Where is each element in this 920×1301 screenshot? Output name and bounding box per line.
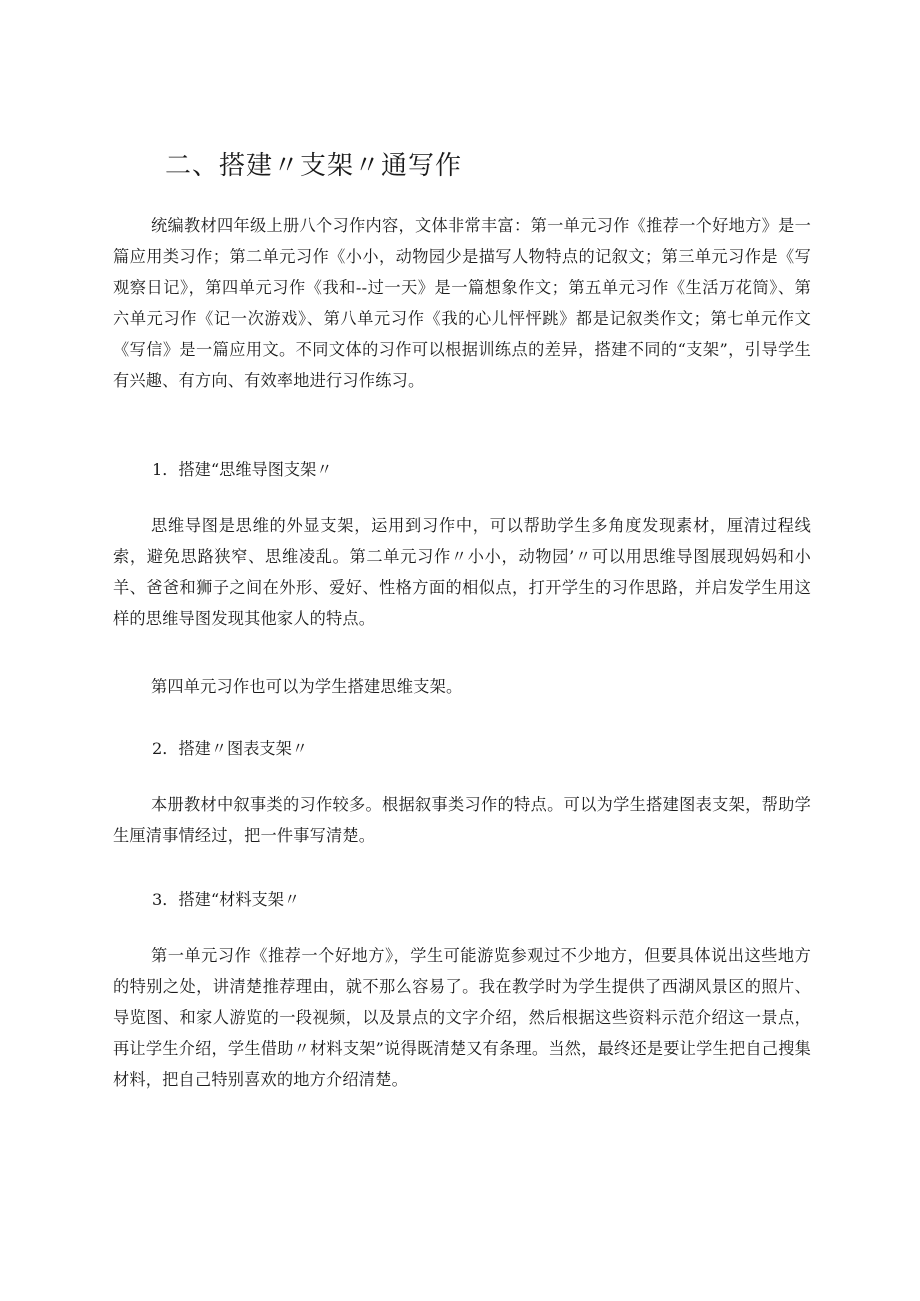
chart-paragraph: 本册教材中叙事类的习作较多。根据叙事类习作的特点。可以为学生搭建图表支架，帮助学生厘清事情经过，把一件事写清楚。 — [113, 795, 811, 845]
material-paragraph: 第一单元习作《推荐一个好地方》，学生可能游览参观过不少地方，但要具体说出这些地方的特别之处，讲清楚推荐理由，就不那么容易了。我在教学时为学生提供了西湖风景区的照片、导览图、和家人游览的一段视频，以及景点的文字介绍，然后根据这些资料示范介绍这一景点，再让学生介绍，学生借助〃材料支架”说得既清楚又有条理。当然，最终还是要让学生把自己搜集材料，把自己特别喜欢的地方介绍清楚。 — [113, 946, 811, 1089]
mind-map-paragraph: 思维导图是思维的外显支架，运用到习作中，可以帮助学生多角度发现素材，厘清过程线索，避免思路狭窄、思维凌乱。第二单元习作〃小小，动物园’〃可以用思维导图展现妈妈和小羊、爸爸和狮子之间在外形、爱好、性格方面的相似点，打开学生的习作思路，并启发学生用这样的思维导图发现其他家人的特点。 — [113, 516, 811, 628]
section-title: 二、搭建〃支架〃通写作 — [165, 151, 463, 181]
mind-map-note-paragraph: 第四单元习作也可以为学生搭建思维支架。 — [151, 677, 463, 696]
subheading-mind-map: 1．搭建“思维导图支架〃 — [152, 460, 333, 479]
subheading-material: 3．搭建“材料支架〃 — [152, 890, 301, 909]
intro-paragraph: 统编教材四年级上册八个习作内容，文体非常丰富：第一单元习作《推荐一个好地方》是一篇应用类习作；第二单元习作《小小，动物园少是描写人物特点的记叙文；第三单元习作是《写观察日记》，第四单元习作《我和--过一天》是一篇想象作文；第五单元习作《生活万花筒》、第六单元习作《记一次游戏》、第八单元习作《我的心儿怦怦跳》都是记叙类作文；第七单元作文《写信》是一篇应用文。不同文体的习作可以根据训练点的差异，搭建不同的“支架”，引导学生有兴趣、有方向、有效率地进行习作练习。 — [113, 216, 811, 390]
subheading-chart: 2．搭建〃图表支架〃 — [152, 739, 308, 758]
